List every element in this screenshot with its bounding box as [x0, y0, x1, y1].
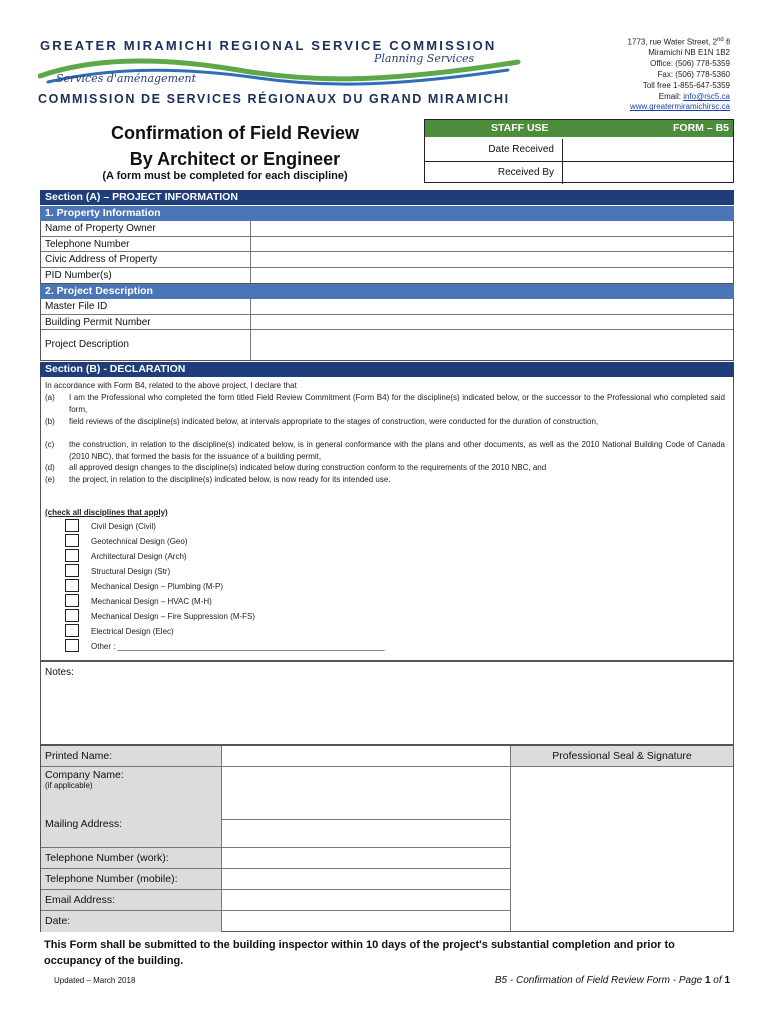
date-label: Date:: [41, 911, 222, 932]
discipline-label: Mechanical Design – HVAC (M-H): [91, 597, 212, 606]
table-row: [41, 330, 733, 360]
field-label: PID Number(s): [45, 269, 112, 281]
contact-fax: Fax: (506) 778-5360: [657, 70, 730, 80]
pid-field[interactable]: [250, 268, 733, 284]
page-footer: [495, 975, 730, 986]
field-label: Building Permit Number: [45, 316, 151, 328]
declaration-intro: In accordance with Form B4, related to the above project, I declare that: [45, 381, 297, 390]
item-letter: (e): [45, 475, 55, 484]
item-text: all approved design changes to the discipline(s) indicated below during construction conform to the requirements of the 2010 NBC, and: [69, 463, 547, 472]
form-number: FORM – B5: [673, 122, 730, 134]
owner-name-field[interactable]: [250, 221, 733, 236]
received-by-field[interactable]: [564, 162, 733, 182]
org-name-en: GREATER MIRAMICHI REGIONAL SERVICE COMMISSION: [40, 38, 497, 53]
email-field[interactable]: [222, 890, 510, 911]
contact-email-label: Email:: [658, 91, 684, 101]
project-desc-header: 2. Project Description: [40, 284, 734, 299]
staff-use-header: [425, 120, 733, 137]
tel-work-label: Telephone Number (work):: [41, 848, 222, 869]
item-text: the construction, in relation to the discipline(s) indicated below, is in general conformance with the plans and other documents, as well as the 2010 National Building Code of Canada (2010 NBC), that formed the basis for the issuance of a building permit,: [69, 440, 725, 461]
contact-tollfree: Toll free 1-855-647-5359: [642, 80, 730, 90]
signature-table: [40, 745, 734, 932]
section-b-header: Section (B) - DECLARATION: [40, 362, 734, 377]
item-letter: (b): [45, 417, 55, 426]
property-info-table: [40, 221, 734, 284]
staff-use-box: [424, 119, 734, 183]
contact-office: Office: (506) 778-5359: [650, 59, 730, 69]
mailing-address-label: Mailing Address:: [41, 800, 222, 848]
field-label: Civic Address of Property: [45, 254, 158, 265]
contact-city: Miramichi NB E1N 1B2: [648, 48, 730, 58]
field-label: Project Description: [45, 339, 129, 350]
discipline-label[interactable]: Other : ____________________________________________________________: [91, 642, 385, 651]
permit-number-field[interactable]: [250, 315, 733, 330]
field-label: Master File ID: [45, 301, 108, 312]
field-label: Name of Property Owner: [45, 223, 156, 234]
item-letter: (d): [45, 463, 55, 472]
form-title-line1: Confirmation of Field Review: [110, 123, 360, 143]
declaration-item: [45, 462, 725, 474]
item-letter: (c): [45, 440, 55, 449]
date-received-field[interactable]: [564, 137, 733, 161]
project-description-field[interactable]: [250, 330, 733, 360]
contact-website-link[interactable]: www.greatermiramichirsc.ca: [629, 102, 730, 112]
date-field[interactable]: [222, 911, 510, 932]
table-row: [41, 237, 733, 253]
discipline-label: Architectural Design (Arch): [91, 552, 187, 561]
item-text: the project, in relation to the discipline(s) indicated below, is now ready for its intended use.: [69, 475, 391, 484]
org-name-fr: COMMISSION DE SERVICES RÉGIONAUX DU GRAND MIRAMICHI: [38, 92, 510, 106]
form-title-line2: By Architect or Engineer: [129, 149, 341, 169]
tel-mobile-field[interactable]: [222, 869, 510, 890]
discipline-label: Electrical Design (Elec): [91, 627, 174, 636]
contact-street: 1773, rue Water Street, 2: [627, 37, 718, 47]
civic-address-field[interactable]: [250, 252, 733, 267]
footer-page-label: B5 - Confirmation of Field Review Form - Page: [494, 975, 705, 986]
declaration-item: [45, 416, 725, 428]
discipline-checkbox[interactable]: [65, 594, 79, 607]
item-text: I am the Professional who completed the form titled Field Review Commitment (Form B4) for the discipline(s) indicated below, or the successor to the Professional who completed said form,: [69, 393, 725, 414]
seal-signature-field[interactable]: [510, 767, 733, 931]
discipline-label: Civil Design (Civil): [91, 522, 156, 531]
declaration-item: [45, 439, 725, 462]
master-file-field[interactable]: [250, 299, 733, 314]
contact-block: [628, 35, 730, 113]
form-subtitle: (A form must be completed for each discipline): [102, 170, 348, 182]
declaration-item: [45, 392, 725, 415]
date-received-label: Date Received: [425, 139, 563, 161]
check-disciplines-title: (check all disciplines that apply): [45, 508, 168, 517]
item-text: field reviews of the discipline(s) indicated below, at intervals appropriate to the stages of construction, were conducted for the duration of construction,: [69, 417, 599, 426]
discipline-checkbox[interactable]: [65, 579, 79, 592]
if-applicable-text: (if applicable): [45, 781, 93, 790]
table-row: [41, 315, 733, 331]
project-desc-table: [40, 299, 734, 361]
discipline-label: Geotechnical Design (Geo): [91, 537, 188, 546]
table-row: [41, 252, 733, 268]
contact-email-link[interactable]: info@rsc5.ca: [683, 91, 730, 101]
form-title: [60, 120, 410, 172]
updated-date: Updated – March 2018: [54, 976, 136, 985]
table-row: [41, 268, 733, 284]
notes-field[interactable]: [40, 661, 734, 745]
contact-street-end: fl: [723, 37, 730, 47]
email-label: Email Address:: [41, 890, 222, 911]
discipline-checkbox[interactable]: [65, 564, 79, 577]
submission-notice: This Form shall be submitted to the building inspector within 10 days of the project's substantial completion and prior to occupancy of the building.: [44, 939, 675, 967]
amenagement-label: Services d'aménagement: [56, 72, 197, 85]
discipline-checkbox[interactable]: [65, 609, 79, 622]
tel-work-field[interactable]: [222, 848, 510, 869]
declaration-item: [45, 474, 725, 486]
seal-signature-label: Professional Seal & Signature: [510, 746, 733, 767]
footer-page-total: 1: [724, 975, 730, 986]
printed-name-field[interactable]: [222, 746, 510, 767]
footer-page-num: 1: [704, 975, 711, 986]
item-letter: (a): [45, 393, 55, 402]
table-row: [41, 221, 733, 237]
discipline-checkbox[interactable]: [65, 639, 79, 652]
field-label: Telephone Number: [45, 238, 130, 250]
planning-services-label: Planning Services: [374, 52, 475, 65]
discipline-label: Mechanical Design – Plumbing (M-P): [91, 582, 224, 591]
telephone-field[interactable]: [250, 237, 733, 252]
discipline-label: Structural Design (Str): [91, 567, 171, 576]
property-info-header: 1. Property Information: [40, 206, 734, 221]
printed-name-label: Printed Name:: [41, 746, 222, 767]
footer-of: of: [710, 975, 725, 986]
declaration-box: [40, 377, 734, 661]
staff-use-label: STAFF USE: [491, 122, 549, 134]
tel-mobile-label: Telephone Number (mobile):: [41, 869, 222, 890]
mailing-address-field[interactable]: [222, 800, 510, 848]
received-by-label: Received By: [425, 162, 563, 184]
company-name-text: Company Name:: [45, 769, 124, 781]
discipline-label: Mechanical Design – Fire Suppression (M-FS): [91, 612, 256, 621]
discipline-checkbox[interactable]: [65, 534, 79, 547]
discipline-checkbox[interactable]: [65, 549, 79, 562]
discipline-checkbox[interactable]: [65, 519, 79, 532]
contact-street-sup: nd: [717, 37, 724, 43]
table-row: [41, 299, 733, 315]
section-a-header: Section (A) – PROJECT INFORMATION: [40, 190, 734, 205]
notes-label: Notes:: [45, 667, 74, 678]
discipline-checkbox[interactable]: [65, 624, 79, 637]
